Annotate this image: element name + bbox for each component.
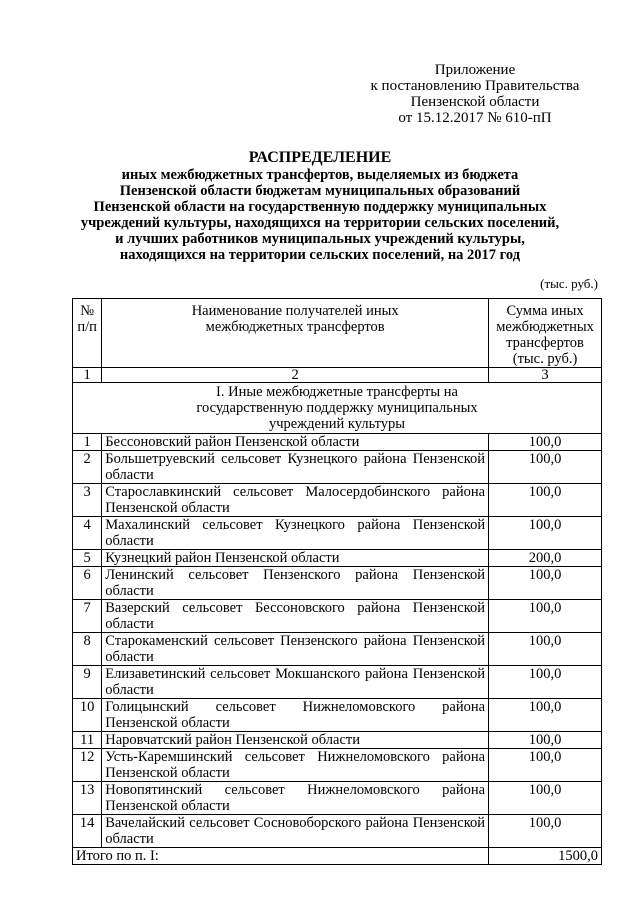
table-row [73,567,602,600]
transfer-amount: 100,0 [489,815,602,848]
title-main: РАСПРЕДЕЛЕНИЕ [248,149,392,166]
title-line: Пензенской области на государственную поддержку муниципальных [93,199,547,215]
row-number: 12 [73,749,102,782]
recipient-name: Бессоновский район Пензенской области [102,434,489,451]
table-row [73,451,602,484]
distribution-table [72,298,602,865]
column-numbers-row [73,368,602,383]
total-row [73,848,602,865]
row-number: 2 [73,451,102,484]
total-amount: 1500,0 [489,848,602,865]
recipient-name: Ленинский сельсовет Пензенского района Пензенской области [102,567,489,600]
section-title: I. Иные межбюджетные трансферты на государственную поддержку муниципальных учреждений культуры [73,383,602,434]
transfer-amount: 100,0 [489,633,602,666]
row-number: 11 [73,732,102,749]
table-row [73,484,602,517]
row-number: 10 [73,699,102,732]
transfer-amount: 100,0 [489,567,602,600]
section-row [73,383,602,434]
recipient-name: Голицынский сельсовет Нижнеломовского района Пензенской области [102,699,489,732]
appendix-line: к постановлению Правительства [370,78,580,94]
table-row [73,749,602,782]
row-number: 8 [73,633,102,666]
recipient-name: Кузнецкий район Пензенской области [102,550,489,567]
table-row [73,600,602,633]
table-row [73,815,602,848]
table-row [73,633,602,666]
title-line: находящихся на территории сельских поселений, на 2017 год [119,247,521,263]
colnum: 3 [489,368,602,383]
table-row [73,732,602,749]
transfer-amount: 100,0 [489,732,602,749]
document-title [60,150,580,263]
recipient-name: Вачелайский сельсовет Сосновоборского района Пензенской области [102,815,489,848]
recipient-name: Большетруевский сельсовет Кузнецкого района Пензенской области [102,451,489,484]
table-row [73,699,602,732]
transfer-amount: 100,0 [489,451,602,484]
transfer-amount: 100,0 [489,749,602,782]
recipient-name: Наровчатский район Пензенской области [102,732,489,749]
row-number: 7 [73,600,102,633]
recipient-name: Елизаветинский сельсовет Мокшанского района Пензенской области [102,666,489,699]
recipient-name: Старокаменский сельсовет Пензенского района Пензенской области [102,633,489,666]
header-name: Наименование получателей иных межбюджетных трансфертов [102,299,489,368]
row-number: 6 [73,567,102,600]
table-row [73,550,602,567]
appendix-line: Приложение [434,62,516,78]
table-row [73,666,602,699]
appendix-line: от 15.12.2017 № 610-пП [398,110,552,126]
row-number: 3 [73,484,102,517]
recipient-name: Вазерский сельсовет Бессоновского района Пензенской области [102,600,489,633]
transfer-amount: 100,0 [489,782,602,815]
title-line: иных межбюджетных трансфертов, выделяемых из бюджета [121,167,519,183]
title-line: и лучших работников муниципальных учреждений культуры, [115,231,525,247]
transfer-amount: 100,0 [489,699,602,732]
recipient-name: Старославкинский сельсовет Малосердобинского района Пензенской области [102,484,489,517]
header-num: № п/п [73,299,102,368]
table-row [73,434,602,451]
transfer-amount: 100,0 [489,600,602,633]
appendix-line: Пензенской области [410,94,540,110]
row-number: 5 [73,550,102,567]
transfer-amount: 100,0 [489,666,602,699]
table-row [73,517,602,550]
row-number: 9 [73,666,102,699]
title-line: учреждений культуры, находящихся на территории сельских поселений, [80,215,560,231]
total-label: Итого по п. I: [73,848,489,865]
colnum: 1 [73,368,102,383]
header-sum: Сумма иных межбюджетных трансфертов (тыс. руб.) [489,299,602,368]
row-number: 1 [73,434,102,451]
table-header-row [73,299,602,368]
row-number: 13 [73,782,102,815]
recipient-name: Махалинский сельсовет Кузнецкого района Пензенской области [102,517,489,550]
appendix-block [360,62,590,126]
title-line: Пензенской области бюджетам муниципальных образований [119,183,521,199]
units-note: (тыс. руб.) [540,276,598,291]
transfer-amount: 100,0 [489,517,602,550]
table-row [73,782,602,815]
recipient-name: Усть-Каремшинский сельсовет Нижнеломовского района Пензенской области [102,749,489,782]
row-number: 4 [73,517,102,550]
colnum: 2 [102,368,489,383]
transfer-amount: 200,0 [489,550,602,567]
row-number: 14 [73,815,102,848]
transfer-amount: 100,0 [489,434,602,451]
transfer-amount: 100,0 [489,484,602,517]
recipient-name: Новопятинский сельсовет Нижнеломовского района Пензенской области [102,782,489,815]
